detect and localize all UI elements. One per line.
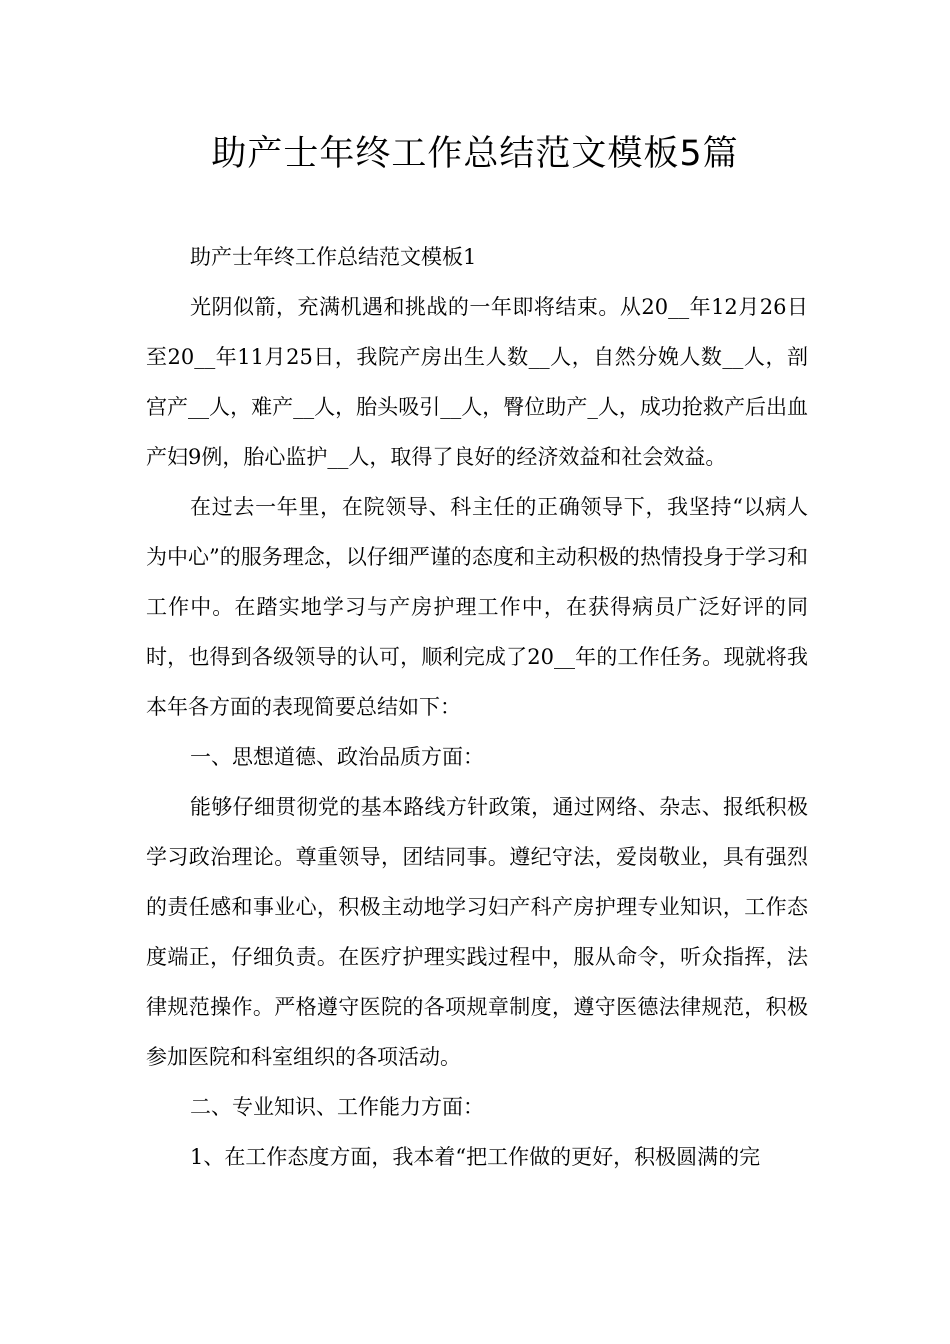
section-heading: 一、思想道德、政治品质方面： — [190, 745, 484, 769]
section-heading: 助产士年终工作总结范文模板1 — [190, 245, 477, 269]
document-body — [146, 232, 808, 1182]
paragraph: 光阴似箭，充满机遇和挑战的一年即将结束。从20__年12月26日至20__年11月25日，我院产房出生人数__人，自然分娩人数__人，剖宫产__人，难产__人，胎头吸引__人，臀位助产_人，成功抢救产后出血产妇9例，胎心监护__人，取得了良好的经济效益和社会效益。 — [146, 295, 808, 469]
paragraph: 在过去一年里，在院领导、科主任的正确领导下，我坚持“以病人为中心”的服务理念，以仔细严谨的态度和主动积极的热情投身于学习和工作中。在踏实地学习与产房护理工作中，在获得病员广泛好评的同时，也得到各级领导的认可，顺利完成了20__年的工作任务。现就将我本年各方面的表现简要总结如下： — [146, 495, 808, 719]
document-title: 助产士年终工作总结范文模板5篇 — [211, 134, 739, 174]
section-heading: 二、专业知识、工作能力方面： — [190, 1095, 484, 1119]
paragraph: 能够仔细贯彻党的基本路线方针政策，通过网络、杂志、报纸积极学习政治理论。尊重领导，团结同事。遵纪守法，爱岗敬业，具有强烈的责任感和事业心，积极主动地学习妇产科产房护理专业知识，工作态度端正，仔细负责。在医疗护理实践过程中，服从命令，听众指挥，法律规范操作。严格遵守医院的各项规章制度，遵守医德法律规范，积极参加医院和科室组织的各项活动。 — [146, 795, 808, 1069]
paragraph: 1、在工作态度方面，我本着“把工作做的更好，积极圆满的完 — [190, 1145, 761, 1169]
